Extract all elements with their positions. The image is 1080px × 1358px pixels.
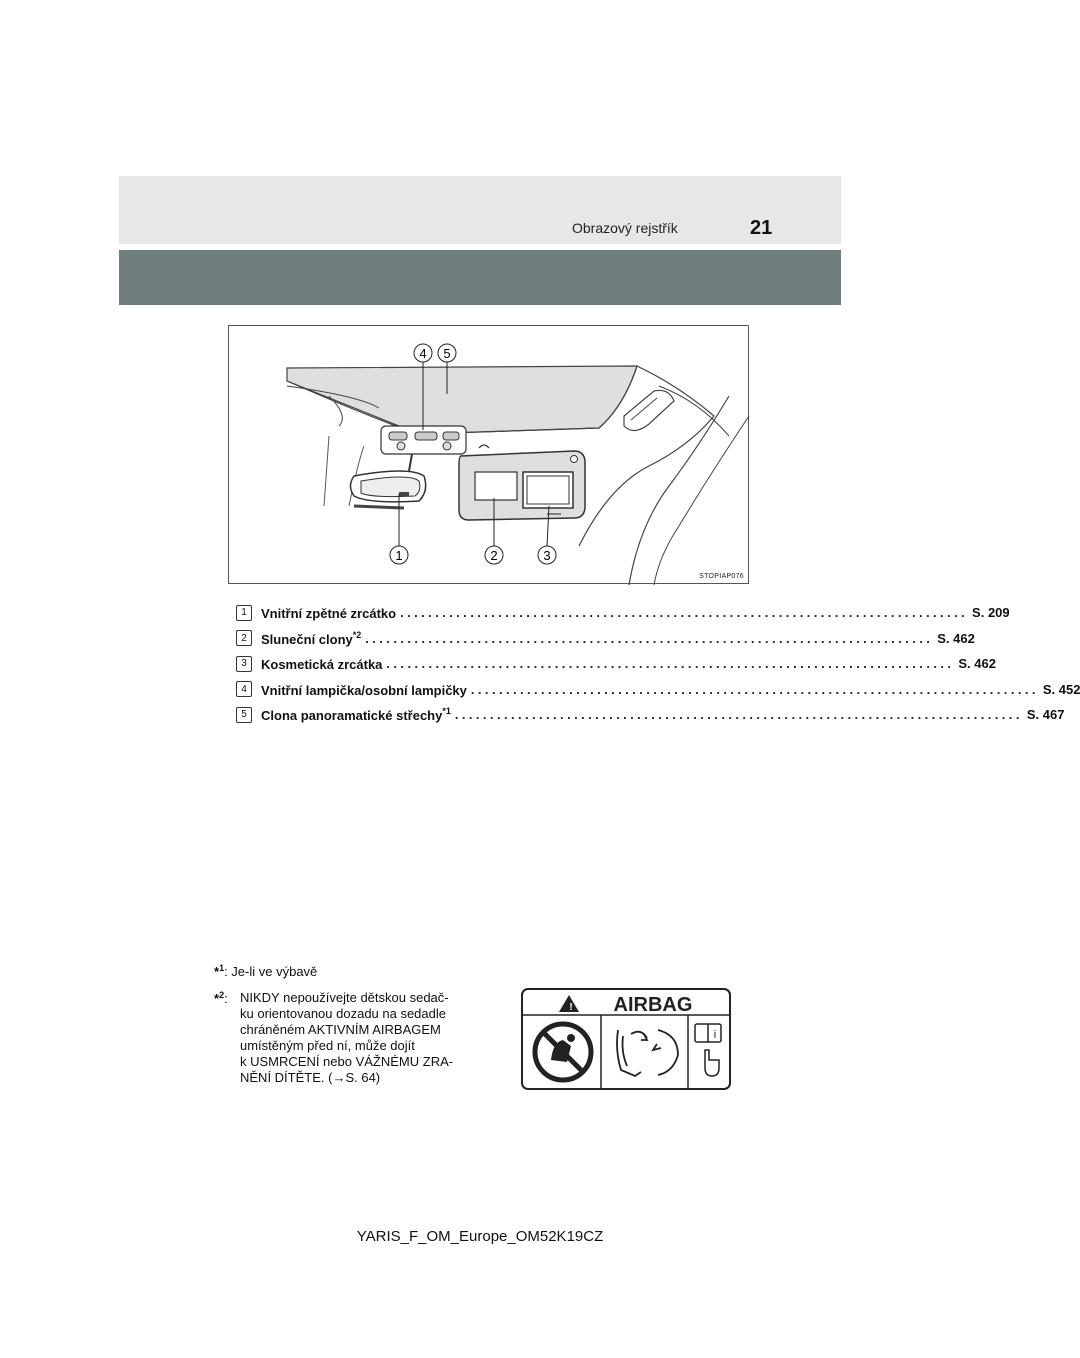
figure-code: STOPIAP076	[699, 573, 744, 580]
svg-text:i: i	[713, 1029, 717, 1041]
callout-2: 2	[490, 548, 498, 563]
footnote-mark: *$^1$	[214, 963, 225, 979]
footnote-2	[214, 990, 504, 1086]
item-label: Clona panoramatické střechy$^{*1}$	[261, 706, 451, 724]
callout-1: 1	[395, 548, 403, 563]
callout-3: 3	[543, 548, 551, 563]
manual-info-icon	[695, 1024, 721, 1076]
item-number-badge: 2	[236, 630, 252, 646]
svg-text:!: !	[569, 1002, 573, 1013]
dot-leader: .................................................................................	[386, 656, 955, 672]
footnote-mark: *$^2$:	[214, 990, 228, 1006]
airbag-title: AIRBAG	[613, 994, 693, 1016]
item-label: Vnitřní zpětné zrcátko	[261, 606, 397, 622]
page-reference[interactable]: S. 467	[1026, 707, 1065, 723]
item-label: Sluneční clony$^{*2}$	[261, 629, 362, 647]
item-number-badge: 3	[236, 656, 252, 672]
header-band	[119, 176, 841, 244]
page-reference[interactable]: S. 462	[937, 630, 975, 646]
footnote-1	[214, 963, 317, 979]
item-number-badge: 1	[236, 605, 252, 621]
dot-leader: .................................................................................	[400, 605, 969, 621]
legend-item	[236, 600, 1010, 626]
footnote-text: : Je-li ve výbavě	[224, 964, 318, 979]
legend-item	[236, 626, 975, 652]
page-reference[interactable]: S. 209	[972, 605, 1010, 621]
callout-5: 5	[443, 346, 451, 361]
item-label: Vnitřní lampička/osobní lampičky	[261, 682, 467, 698]
legend-list	[236, 600, 1080, 728]
dot-leader: .................................................................................	[470, 681, 1039, 697]
seat-airbag-icon	[617, 1030, 678, 1076]
legend-item	[236, 702, 1065, 728]
item-label: Kosmetická zrcátka	[261, 657, 383, 673]
section-bar	[119, 250, 841, 305]
prohibited-child-seat-icon	[535, 1024, 591, 1080]
airbag-warning-graphic	[523, 990, 729, 1088]
page-reference[interactable]: S. 462	[958, 656, 996, 672]
dot-leader: .................................................................................	[365, 630, 934, 646]
legend-item	[236, 677, 1080, 703]
document-code: YARIS_F_OM_Europe_OM52K19CZ	[356, 1228, 604, 1245]
item-number-badge: 4	[236, 681, 252, 697]
page-reference[interactable]: S. 452	[1042, 681, 1080, 697]
interior-ceiling-illustration	[228, 325, 749, 584]
footnote-text: NIKDY nepoužívejte dětskou sedač- ku orientovanou dozadu na sedadle chráněném AKTIVNÍM AIRBAGEM umístěným před ní, může dojít k USMRCENÍ nebo VÁŽNÉMU ZRA- NĚNÍ DÍTĚTE. (→S. 64)	[240, 990, 454, 1085]
legend-item	[236, 651, 996, 677]
page-number: 21	[750, 217, 773, 239]
dot-leader: .................................................................................	[454, 707, 1023, 723]
item-number-badge: 5	[236, 707, 252, 723]
callout-4: 4	[419, 346, 427, 361]
airbag-warning-label	[521, 988, 731, 1090]
section-title: Obrazový rejstřík	[572, 220, 678, 236]
ceiling-drawing	[229, 326, 750, 585]
